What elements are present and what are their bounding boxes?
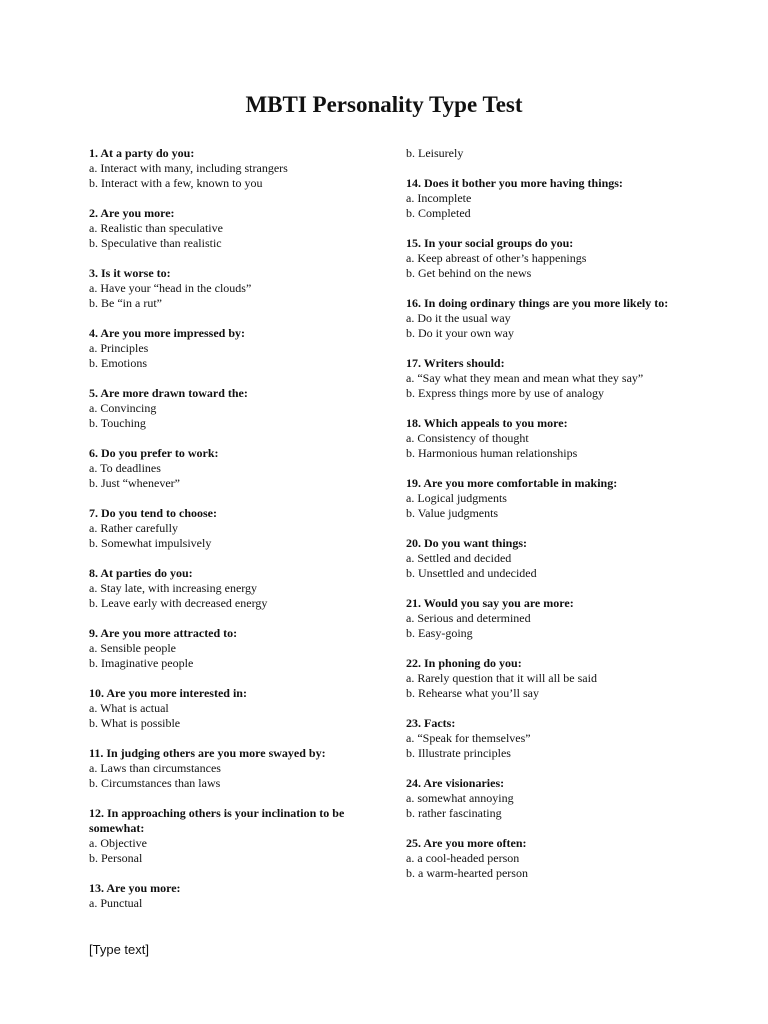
- question-text: 2. Are you more:: [89, 206, 175, 220]
- option-b: b. Just “whenever”: [89, 476, 180, 490]
- option-b: b. Get behind on the news: [406, 266, 532, 280]
- left-column: [89, 146, 389, 926]
- option-a: a. Sensible people: [89, 641, 176, 655]
- option-b: b. What is possible: [89, 716, 181, 730]
- question-18: [406, 416, 726, 461]
- option-a: a. To deadlines: [89, 461, 161, 475]
- question-11: [89, 746, 389, 791]
- question-text: 22. In phoning do you:: [406, 656, 522, 670]
- question-17: [406, 356, 726, 401]
- question-text: 19. Are you more comfortable in making:: [406, 476, 618, 490]
- option-b: b. Do it your own way: [406, 326, 514, 340]
- option-b: b. Illustrate principles: [406, 746, 511, 760]
- option-b: b. Circumstances than laws: [89, 776, 221, 790]
- question-text: 14. Does it bother you more having things:: [406, 176, 623, 190]
- question-text: 11. In judging others are you more swayed by:: [89, 746, 326, 760]
- question-2: [89, 206, 389, 251]
- option-a: a. Logical judgments: [406, 491, 507, 505]
- question-6: [89, 446, 389, 491]
- question-12: [89, 806, 389, 866]
- option-a: a. What is actual: [89, 701, 169, 715]
- question-5: [89, 386, 389, 431]
- question-20: [406, 536, 726, 581]
- question-23: [406, 716, 726, 761]
- option-b: b. Harmonious human relationships: [406, 446, 578, 460]
- option-a: a. Laws than circumstances: [89, 761, 221, 775]
- option-b: b. Easy-going: [406, 626, 473, 640]
- option-b: b. Speculative than realistic: [89, 236, 222, 250]
- question-text: 7. Do you tend to choose:: [89, 506, 217, 520]
- option-a: a. Settled and decided: [406, 551, 512, 565]
- question-16: [406, 296, 726, 341]
- question-8: [89, 566, 389, 611]
- right-column: [406, 146, 726, 896]
- option-a: a. Punctual: [89, 896, 143, 910]
- question-1: [89, 146, 389, 191]
- option-b: b. Somewhat impulsively: [89, 536, 212, 550]
- option-a: a. Interact with many, including strangers: [89, 161, 288, 175]
- question-7: [89, 506, 389, 551]
- question-25: [406, 836, 726, 881]
- question-text: 25. Are you more often:: [406, 836, 527, 850]
- option-b: b. Personal: [89, 851, 143, 865]
- option-b: b. Emotions: [89, 356, 148, 370]
- option-a: a. Convincing: [89, 401, 157, 415]
- question-text: 17. Writers should:: [406, 356, 505, 370]
- question-text: 18. Which appeals to you more:: [406, 416, 568, 430]
- option-a: a. “Say what they mean and mean what they say”: [406, 371, 644, 385]
- question-9: [89, 626, 389, 671]
- question-text: 6. Do you prefer to work:: [89, 446, 219, 460]
- question-text: 9. Are you more attracted to:: [89, 626, 238, 640]
- option-a: a. Realistic than speculative: [89, 221, 223, 235]
- option-a: a. Rather carefully: [89, 521, 178, 535]
- question-text: 12. In approaching others is your inclination to be somewhat:: [89, 806, 345, 835]
- question-14: [406, 176, 726, 221]
- question-22: [406, 656, 726, 701]
- page-title: MBTI Personality Type Test: [245, 92, 523, 117]
- question-text: 8. At parties do you:: [89, 566, 193, 580]
- question-text: 16. In doing ordinary things are you more likely to:: [406, 296, 669, 310]
- option-a: a. Do it the usual way: [406, 311, 511, 325]
- option-b: b. Express things more by use of analogy: [406, 386, 604, 400]
- option-b: b. a warm-hearted person: [406, 866, 528, 880]
- option-a: a. Have your “head in the clouds”: [89, 281, 252, 295]
- option-b: b. rather fascinating: [406, 806, 502, 820]
- question-21: [406, 596, 726, 641]
- question-13-continuation: [406, 146, 726, 161]
- question-text: 15. In your social groups do you:: [406, 236, 574, 250]
- option-b: b. Rehearse what you’ll say: [406, 686, 539, 700]
- option-b: b. Unsettled and undecided: [406, 566, 537, 580]
- option-a: a. a cool-headed person: [406, 851, 520, 865]
- question-text: 21. Would you say you are more:: [406, 596, 574, 610]
- footer-placeholder-text: [Type text]: [89, 942, 149, 957]
- question-13: [89, 881, 389, 911]
- question-10: [89, 686, 389, 731]
- option-a: a. Incomplete: [406, 191, 472, 205]
- option-a: a. somewhat annoying: [406, 791, 514, 805]
- question-text: 5. Are more drawn toward the:: [89, 386, 248, 400]
- option-a: a. Principles: [89, 341, 149, 355]
- option-b: b. Be “in a rut”: [89, 296, 162, 310]
- option-b: b. Value judgments: [406, 506, 499, 520]
- option-a: a. Consistency of thought: [406, 431, 529, 445]
- option-a: a. Keep abreast of other’s happenings: [406, 251, 587, 265]
- question-19: [406, 476, 726, 521]
- question-text: 23. Facts:: [406, 716, 456, 730]
- option-a: a. Objective: [89, 836, 147, 850]
- question-4: [89, 326, 389, 371]
- option-a: a. “Speak for themselves”: [406, 731, 531, 745]
- option-b: b. Leave early with decreased energy: [89, 596, 268, 610]
- question-text: 24. Are visionaries:: [406, 776, 505, 790]
- question-text: 13. Are you more:: [89, 881, 181, 895]
- question-text: 10. Are you more interested in:: [89, 686, 247, 700]
- option-a: a. Rarely question that it will all be said: [406, 671, 597, 685]
- option-b: b. Interact with a few, known to you: [89, 176, 263, 190]
- option-b: b. Imaginative people: [89, 656, 194, 670]
- question-text: 3. Is it worse to:: [89, 266, 171, 280]
- option-b: b. Completed: [406, 206, 471, 220]
- option-a: a. Stay late, with increasing energy: [89, 581, 258, 595]
- option-b: b. Touching: [89, 416, 146, 430]
- question-3: [89, 266, 389, 311]
- question-24: [406, 776, 726, 821]
- question-text: 1. At a party do you:: [89, 146, 195, 160]
- question-text: 20. Do you want things:: [406, 536, 528, 550]
- question-15: [406, 236, 726, 281]
- question-text: 4. Are you more impressed by:: [89, 326, 245, 340]
- option-b: b. Leisurely: [406, 146, 464, 160]
- option-a: a. Serious and determined: [406, 611, 531, 625]
